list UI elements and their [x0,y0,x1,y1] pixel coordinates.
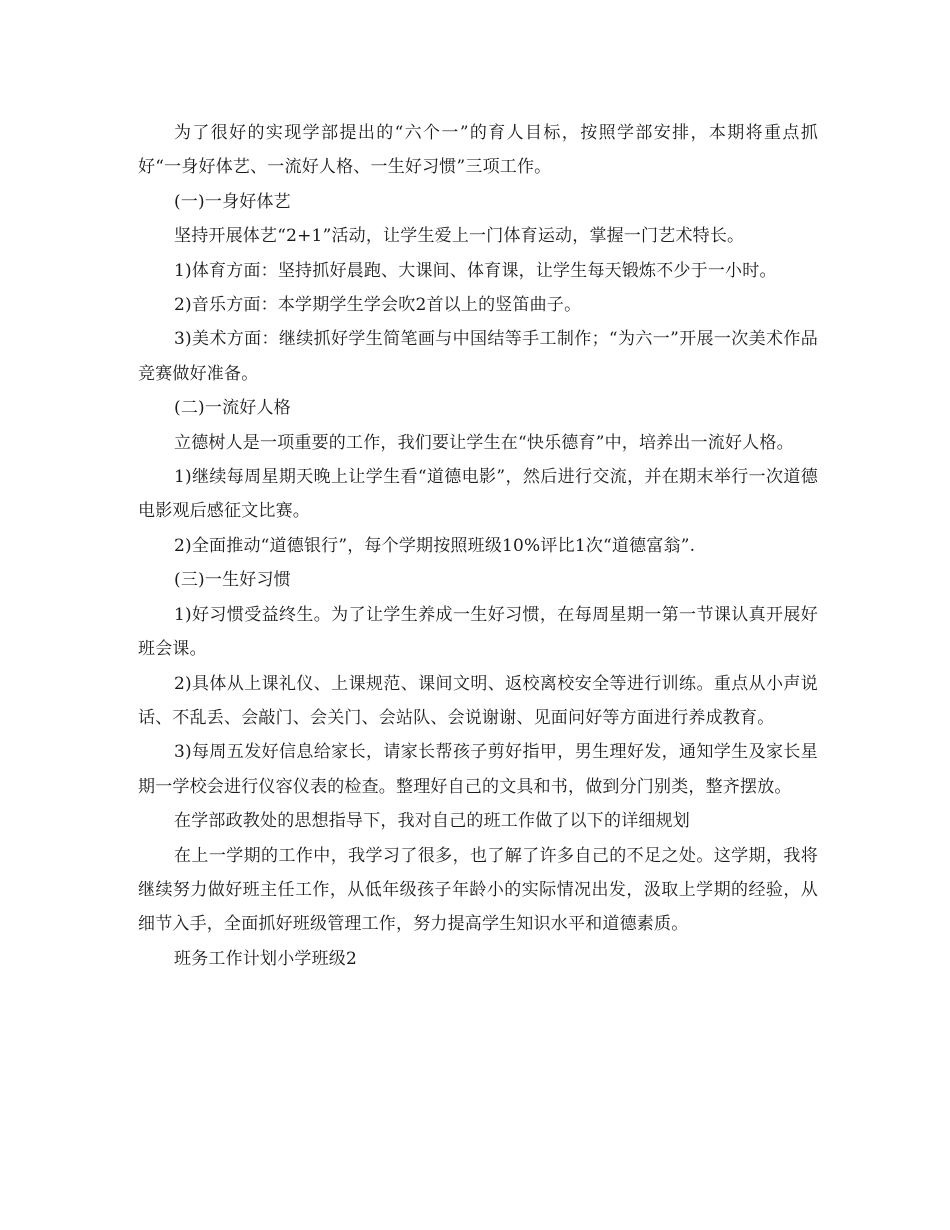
list-item: 2)全面推动“道德银行”，每个学期按照班级10%评比1次“道德富翁”. [174,535,696,556]
paragraph: 在上一学期的工作中，我学习了很多，也了解了许多自己的不足之处。这学期，我将继续努力做好班主任工作，从低年级孩子年龄小的实际情况出发，汲取上学期的经验，从细节入手，全面抓好班级管理工作，努力提高学生知识水平和道德素质。 [138,845,818,935]
paragraph-intro: 为了很好的实现学部提出的“六个一”的育人目标，按照学部安排，本期将重点抓好“一身好体艺、一流好人格、一生好习惯”三项工作。 [138,123,818,178]
list-item: 3)每周五发好信息给家长，请家长帮孩子剪好指甲，男生理好发，通知学生及家长星期一学校会进行仪容仪表的检查。整理好自己的文具和书，做到分门别类，整齐摆放。 [138,742,818,797]
paragraph: 立德树人是一项重要的工作，我们要让学生在“快乐德育”中，培养出一流好人格。 [174,432,794,453]
document-body [138,116,818,976]
list-item: 2)具体从上课礼仪、上课规范、课间文明、返校离校安全等进行训练。重点从小声说话、不乱丢、会敲门、会关门、会站队、会说谢谢、见面问好等方面进行养成教育。 [138,673,818,728]
list-item: 1)体育方面：坚持抓好晨跑、大课间、体育课，让学生每天锻炼不少于一小时。 [174,260,777,281]
list-item: 2)音乐方面：本学期学生学会吹2首以上的竖笛曲子。 [174,295,582,316]
section-heading-3: (三)一生好习惯 [174,570,291,591]
list-item: 3)美术方面：继续抓好学生简笔画与中国结等手工制作；“为六一”开展一次美术作品竞赛做好准备。 [138,329,818,384]
list-item: 1)好习惯受益终生。为了让学生养成一生好习惯，在每周星期一第一节课认真开展好班会课。 [138,604,818,660]
paragraph: 坚持开展体艺“2+1”活动，让学生爱上一门体育运动，掌握一门艺术特长。 [174,226,745,247]
list-item: 1)继续每周星期天晚上让学生看“道德电影”，然后进行交流，并在期末举行一次道德电影观后感征文比赛。 [138,467,818,522]
document-subtitle: 班务工作计划小学班级2 [174,948,358,969]
paragraph: 在学部政教处的思想指导下，我对自己的班工作做了以下的详细规划 [174,811,690,832]
section-heading-2: (二)一流好人格 [174,398,291,419]
section-heading-1: (一)一身好体艺 [174,191,291,212]
